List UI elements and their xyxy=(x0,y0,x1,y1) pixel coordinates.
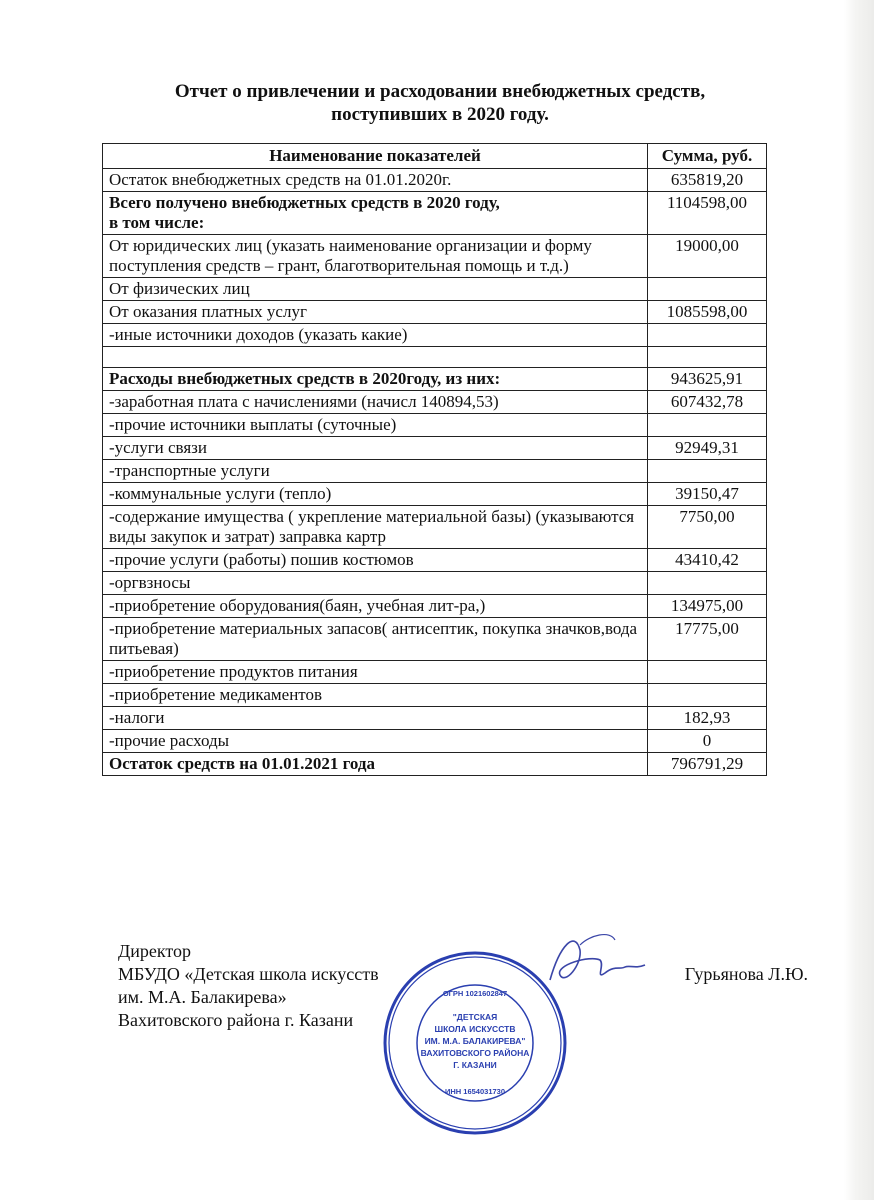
stamp-ogrn: ОГРН 1021602847 xyxy=(442,989,508,998)
row-label: От юридических лиц (указать наименование организации и форму поступления средств – грант, благотворительная помощь и т.д.) xyxy=(103,235,648,278)
table-row xyxy=(103,618,767,661)
row-label: Остаток внебюджетных средств на 01.01.2020г. xyxy=(103,169,648,192)
stamp-line-4: ВАХИТОВСКОГО РАЙОНА xyxy=(420,1048,530,1058)
table-row xyxy=(103,506,767,549)
table-row xyxy=(103,391,767,414)
table-row xyxy=(103,169,767,192)
row-label: -приобретение продуктов питания xyxy=(103,661,648,684)
row-amount xyxy=(648,278,767,301)
table-row xyxy=(103,684,767,707)
row-amount: 134975,00 xyxy=(648,595,767,618)
director-title: Директор xyxy=(118,941,192,961)
table-row xyxy=(103,347,767,368)
scan-edge xyxy=(844,0,874,1200)
table-row xyxy=(103,595,767,618)
table-row xyxy=(103,730,767,753)
row-amount xyxy=(648,661,767,684)
table-row xyxy=(103,572,767,595)
row-label: -налоги xyxy=(103,707,648,730)
row-label: От оказания платных услуг xyxy=(103,301,648,324)
table-header-row xyxy=(103,144,767,169)
table-row xyxy=(103,368,767,391)
row-label: -содержание имущества ( укрепление материальной базы) (указываются виды закупок и затрат) заправка картр xyxy=(103,506,648,549)
signature-block xyxy=(118,940,808,1032)
table-row xyxy=(103,661,767,684)
row-label: -заработная плата с начислениями (начисл 140894,53) xyxy=(103,391,648,414)
org-line-2: им. М.А. Балакирева» xyxy=(118,987,287,1007)
row-label: -приобретение материальных запасов( антисептик, покупка значков,вода питьевая) xyxy=(103,618,648,661)
row-label: Всего получено внебюджетных средств в 2020 году, в том числе: xyxy=(103,192,648,235)
stamp-line-3: ИМ. М.А. БАЛАКИРЕВА" xyxy=(424,1036,526,1046)
row-amount: 796791,29 xyxy=(648,753,767,776)
row-amount: 19000,00 xyxy=(648,235,767,278)
table-row xyxy=(103,414,767,437)
row-label: -оргвзносы xyxy=(103,572,648,595)
row-amount: 17775,00 xyxy=(648,618,767,661)
table-row xyxy=(103,324,767,347)
row-label: От физических лиц xyxy=(103,278,648,301)
row-amount: 943625,91 xyxy=(648,368,767,391)
row-amount xyxy=(648,347,767,368)
row-amount: 92949,31 xyxy=(648,437,767,460)
report-table xyxy=(102,143,767,776)
director-name: Гурьянова Л.Ю. xyxy=(684,964,808,984)
stamp-line-1: "ДЕТСКАЯ xyxy=(452,1012,498,1022)
table-row xyxy=(103,278,767,301)
row-label: -приобретение медикаментов xyxy=(103,684,648,707)
row-label: -иные источники доходов (указать какие) xyxy=(103,324,648,347)
table-body xyxy=(103,169,767,776)
header-indicator: Наименование показателей xyxy=(103,144,648,169)
table-row xyxy=(103,460,767,483)
row-label: -транспортные услуги xyxy=(103,460,648,483)
row-amount xyxy=(648,414,767,437)
title-line-2: поступивших в 2020 году. xyxy=(331,104,549,125)
row-amount: 43410,42 xyxy=(648,549,767,572)
table-row xyxy=(103,707,767,730)
row-amount: 635819,20 xyxy=(648,169,767,192)
row-amount: 1104598,00 xyxy=(648,192,767,235)
row-label: -прочие источники выплаты (суточные) xyxy=(103,414,648,437)
row-amount: 7750,00 xyxy=(648,506,767,549)
table-row xyxy=(103,192,767,235)
row-amount: 1085598,00 xyxy=(648,301,767,324)
row-label xyxy=(103,347,648,368)
row-label: -коммунальные услуги (тепло) xyxy=(103,483,648,506)
row-label: -приобретение оборудования(баян, учебная лит-ра,) xyxy=(103,595,648,618)
table-row xyxy=(103,549,767,572)
stamp-line-5: Г. КАЗАНИ xyxy=(453,1060,497,1070)
row-label: -прочие услуги (работы) пошив костюмов xyxy=(103,549,648,572)
header-amount: Сумма, руб. xyxy=(648,144,767,169)
row-label: -прочие расходы xyxy=(103,730,648,753)
row-label: -услуги связи xyxy=(103,437,648,460)
row-amount xyxy=(648,572,767,595)
table-row xyxy=(103,753,767,776)
row-amount: 39150,47 xyxy=(648,483,767,506)
row-amount: 607432,78 xyxy=(648,391,767,414)
row-label: Остаток средств на 01.01.2021 года xyxy=(103,753,648,776)
row-amount: 182,93 xyxy=(648,707,767,730)
row-amount xyxy=(648,324,767,347)
row-label: Расходы внебюджетных средств в 2020году, из них: xyxy=(103,368,648,391)
org-line-1: МБУДО «Детская школа искусств xyxy=(118,964,379,984)
row-amount xyxy=(648,460,767,483)
table-row xyxy=(103,235,767,278)
report-title xyxy=(100,80,780,126)
title-line-1: Отчет о привлечении и расходовании внебюджетных средств, xyxy=(174,81,706,102)
signature-row xyxy=(118,963,808,986)
row-amount xyxy=(648,684,767,707)
table-row xyxy=(103,483,767,506)
table-row xyxy=(103,437,767,460)
stamp-inn: ИНН 1654031730 xyxy=(444,1087,506,1096)
row-amount: 0 xyxy=(648,730,767,753)
org-line-3: Вахитовского района г. Казани xyxy=(118,1010,354,1030)
stamp-line-2: ШКОЛА ИСКУССТВ xyxy=(434,1024,516,1034)
table-row xyxy=(103,301,767,324)
